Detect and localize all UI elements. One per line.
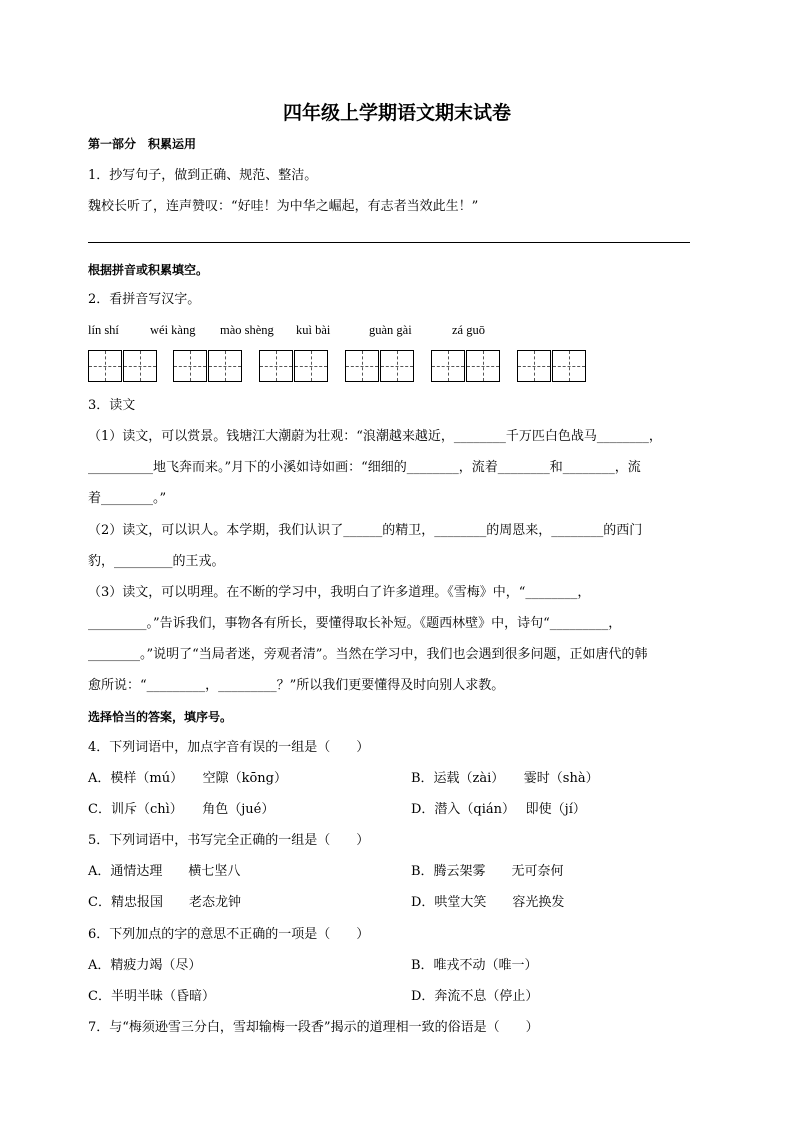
q6-option-d[interactable]: D．奔流不息（停止） bbox=[411, 989, 539, 1004]
q5-option-a[interactable]: A．通情达理 横七坚八 bbox=[88, 864, 241, 879]
page-title: 四年级上学期语文期末试卷 bbox=[282, 102, 511, 124]
q5-option-b[interactable]: B．腾云架雾 无可奈何 bbox=[411, 864, 564, 879]
grid-cell[interactable] bbox=[517, 350, 551, 382]
grid-cell[interactable] bbox=[208, 350, 242, 382]
writing-grid[interactable] bbox=[173, 350, 243, 382]
answer-line bbox=[88, 242, 690, 243]
q6-option-c[interactable]: C．半明半昧（昏暗） bbox=[88, 989, 215, 1004]
q5-prompt: 5．下列词语中，书写完全正确的一组是（ ） bbox=[88, 833, 370, 848]
writing-grid[interactable] bbox=[345, 350, 415, 382]
q3-part1-line: 着________。” bbox=[88, 491, 167, 506]
grid-cell[interactable] bbox=[345, 350, 379, 382]
pinyin-label: guàn gài bbox=[369, 323, 412, 337]
q3-part3-line: 愈所说：“_________，_________？”所以我们更要懂得及时向别人求教。 bbox=[88, 678, 505, 693]
grid-cell[interactable] bbox=[380, 350, 414, 382]
grid-cell[interactable] bbox=[88, 350, 122, 382]
q3-part2-line: （2）读文，可以识人。本学期，我们认识了______的精卫，________的周恩来，________的西门 bbox=[88, 523, 643, 538]
q4-option-d[interactable]: D．潜入（qián） 即使（jí） bbox=[411, 802, 586, 817]
grid-cell[interactable] bbox=[466, 350, 500, 382]
q3-part2-line: 豹，_________的王戎。 bbox=[88, 554, 225, 569]
q1-sentence: 魏校长听了，连声赞叹：“好哇！为中华之崛起，有志者当效此生！” bbox=[88, 199, 479, 214]
grid-cell[interactable] bbox=[123, 350, 157, 382]
q4-option-b[interactable]: B．运载（zài） 霎时（shà） bbox=[411, 771, 599, 786]
q4-prompt: 4．下列词语中，加点字音有误的一组是（ ） bbox=[88, 740, 370, 755]
q4-option-a[interactable]: A．模样（mú） 空隙（kōng） bbox=[88, 771, 287, 786]
q5-option-c[interactable]: C．精忠报国 老态龙钟 bbox=[88, 895, 241, 910]
section-heading-choice: 选择恰当的答案，填序号。 bbox=[88, 710, 233, 724]
q3-part3-line: ________。”说明了“当局者迷，旁观者清”。当然在学习中，我们也会遇到很多问题，正如唐代的韩 bbox=[88, 647, 648, 662]
part-heading: 第一部分 积累运用 bbox=[88, 137, 197, 151]
section-heading-fill: 根据拼音或积累填空。 bbox=[88, 263, 209, 277]
pinyin-label: kuì bài bbox=[296, 323, 331, 337]
grid-cell[interactable] bbox=[294, 350, 328, 382]
q2-prompt: 2．看拼音写汉字。 bbox=[88, 292, 201, 307]
writing-grid[interactable] bbox=[431, 350, 501, 382]
q6-prompt: 6．下列加点的字的意思不正确的一项是（ ） bbox=[88, 927, 370, 942]
grid-cell[interactable] bbox=[173, 350, 207, 382]
q1-prompt: 1．抄写句子，做到正确、规范、整洁。 bbox=[88, 168, 318, 183]
q4-option-c[interactable]: C．训斥（chì） 角色（jué） bbox=[88, 802, 275, 817]
grid-cell[interactable] bbox=[431, 350, 465, 382]
q3-part1-line: （1）读文，可以赏景。钱塘江大潮蔚为壮观：“浪潮越来越近，________千万匹白色战马________， bbox=[88, 429, 662, 444]
q3-part1-line: __________地飞奔而来。”月下的小溪如诗如画：“细细的________，流着________和________，流 bbox=[88, 460, 641, 475]
grid-cell[interactable] bbox=[259, 350, 293, 382]
grid-cell[interactable] bbox=[552, 350, 586, 382]
q3-part3-line: _________。”告诉我们，事物各有所长，要懂得取长补短。《题西林壁》中，诗句“_________， bbox=[88, 616, 622, 631]
q3-prompt: 3．读文 bbox=[88, 398, 136, 413]
q6-option-a[interactable]: A．精疲力竭（尽） bbox=[88, 958, 202, 973]
q7-prompt: 7．与“梅须逊雪三分白，雪却输梅一段香”揭示的道理相一致的俗语是（ ） bbox=[88, 1020, 539, 1035]
q6-option-b[interactable]: B．唯戎不动（唯一） bbox=[411, 958, 538, 973]
pinyin-label: mào shèng bbox=[220, 323, 274, 337]
writing-grid[interactable] bbox=[88, 350, 158, 382]
pinyin-label: wéi kàng bbox=[150, 323, 196, 337]
q5-option-d[interactable]: D．哄堂大笑 容光换发 bbox=[411, 895, 565, 910]
writing-grid[interactable] bbox=[517, 350, 587, 382]
q3-part3-line: （3）读文，可以明理。在不断的学习中，我明白了许多道理。《雪梅》中，“________， bbox=[88, 585, 591, 600]
pinyin-label: lín shí bbox=[88, 323, 119, 337]
pinyin-label: zá guō bbox=[452, 323, 485, 337]
writing-grid[interactable] bbox=[259, 350, 329, 382]
